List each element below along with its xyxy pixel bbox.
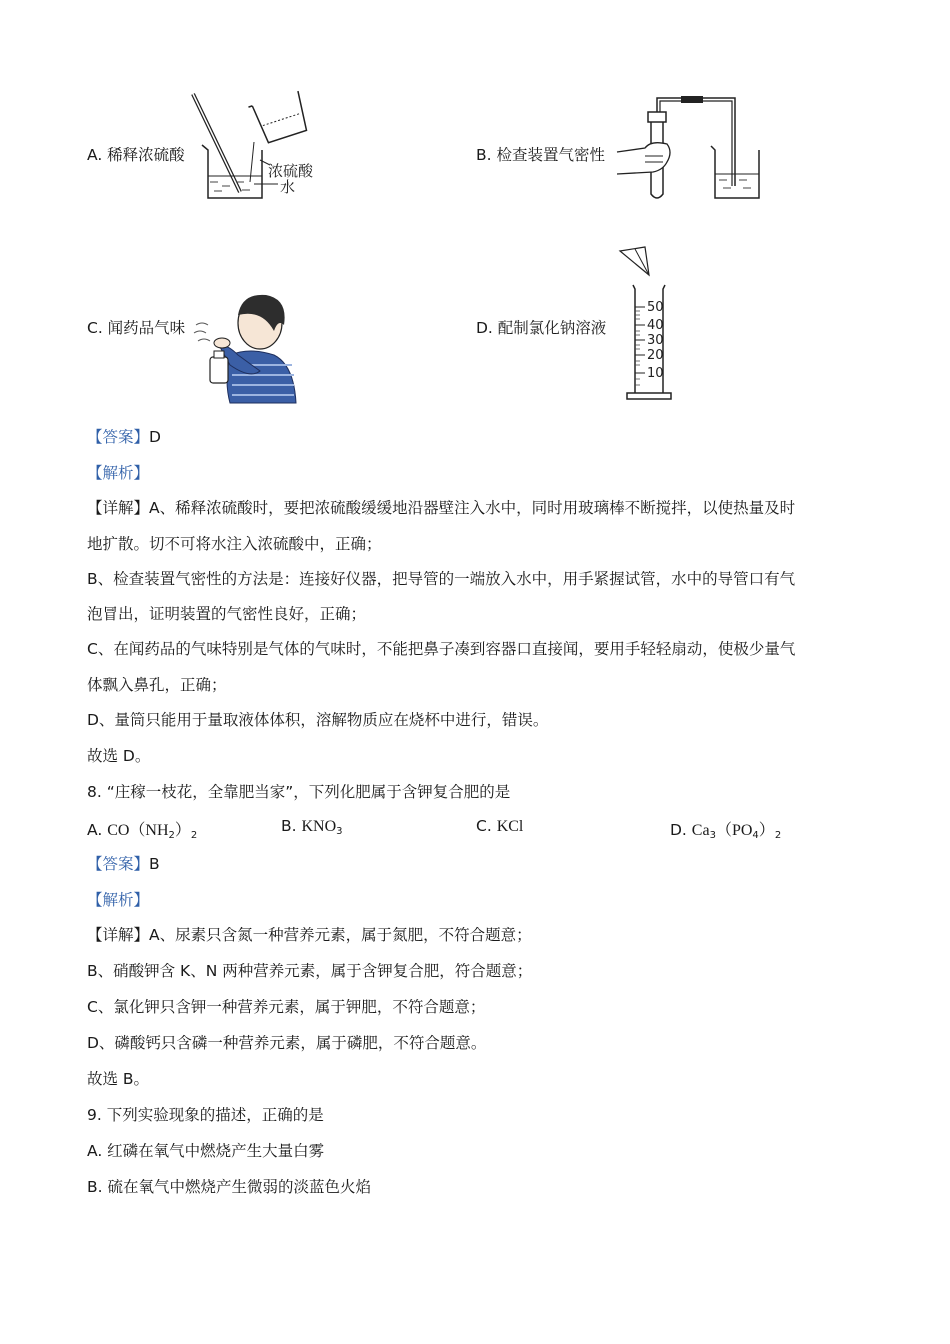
q7-detail-line: D、量筒只能用于量取液体体积，溶解物质应在烧杯中进行，错误。 xyxy=(87,711,549,729)
q8-option-c: C. KCl xyxy=(476,817,524,835)
tick-30: 30 xyxy=(647,333,664,348)
acid-label: 浓硫酸 xyxy=(268,162,314,180)
q8-option-a: A. $CO(NH_2)_2$ xyxy=(87,821,198,841)
q7-detail-line: B、检查装置气密性的方法是：连接好仪器，把导管的一端放入水中，用手紧握试管，水中的导管口有气 xyxy=(87,570,796,588)
q8-detail-line: B、硝酸钾含 K、N 两种营养元素，属于含钾复合肥，符合题意； xyxy=(87,962,533,980)
q8-detail-line: 【详解】A、尿素只含氮一种营养元素，属于氮肥，不符合题意； xyxy=(87,926,532,944)
q7-detail-line: 【详解】A、稀释浓硫酸时，要把浓硫酸缓缓地沿器壁注入水中，同时用玻璃棒不断搅拌，以使热量及时 xyxy=(87,499,796,517)
answer-tag: 【答案】 xyxy=(87,428,150,446)
q9-option-a: A. 红磷在氧气中燃烧产生大量白雾 xyxy=(87,1142,325,1160)
option-b-label: B. 检查装置气密性 xyxy=(476,146,605,164)
option-a-label: A. 稀释浓硫酸 xyxy=(87,146,185,164)
answer-value: D xyxy=(149,428,161,446)
cylinder-ticks xyxy=(635,307,645,385)
q7-detail-line: 泡冒出，证明装置的气密性良好，正确； xyxy=(87,605,367,623)
q7-answer-row xyxy=(87,426,161,448)
q8-analysis-tag: 【解析】 xyxy=(87,891,150,909)
q7-detail-line: C、在闻药品的气味特别是气体的气味时，不能把鼻子凑到容器口直接闻，要用手轻轻扇动，使极少量气 xyxy=(87,640,796,658)
q8-detail-line: D、磷酸钙只含磷一种营养元素，属于磷肥，不符合题意。 xyxy=(87,1034,487,1052)
option-d-label: D. 配制氯化钠溶液 xyxy=(476,319,607,337)
q7-detail-line: 故选 D。 xyxy=(87,747,151,765)
tick-50: 50 xyxy=(647,300,664,315)
water-label: 水 xyxy=(280,178,296,196)
cylinder-figure xyxy=(615,245,705,405)
q8-option-d: D. $Ca_3(PO_4)_2$ xyxy=(670,821,782,841)
q8-option-b: B. $KNO_3$ xyxy=(281,817,343,837)
answer-tag: 【答案】 xyxy=(87,855,150,873)
q7-detail-line: 地扩散。切不可将水注入浓硫酸中，正确； xyxy=(87,535,382,553)
tick-10: 10 xyxy=(647,366,664,381)
q9-option-b: B. 硫在氧气中燃烧产生微弱的淡蓝色火焰 xyxy=(87,1178,371,1196)
q9-stem: 9. 下列实验现象的描述，正确的是 xyxy=(87,1106,324,1124)
q7-analysis-tag: 【解析】 xyxy=(87,464,150,482)
airtightness-figure xyxy=(615,90,765,205)
tick-40: 40 xyxy=(647,318,664,333)
q8-detail-line: C、氯化钾只含钾一种营养元素，属于钾肥，不符合题意； xyxy=(87,998,486,1016)
option-c-label: C. 闻药品气味 xyxy=(87,319,186,337)
dilute-acid-figure xyxy=(190,90,330,205)
smell-figure xyxy=(190,285,305,405)
q8-answer-row xyxy=(87,853,160,875)
answer-value: B xyxy=(149,855,160,873)
q8-stem: 8. “庄稼一枝花，全靠肥当家”，下列化肥属于含钾复合肥的是 xyxy=(87,783,511,801)
tick-20: 20 xyxy=(647,348,664,363)
q7-detail-line: 体飘入鼻孔，正确； xyxy=(87,676,227,694)
q8-detail-line: 故选 B。 xyxy=(87,1070,150,1088)
